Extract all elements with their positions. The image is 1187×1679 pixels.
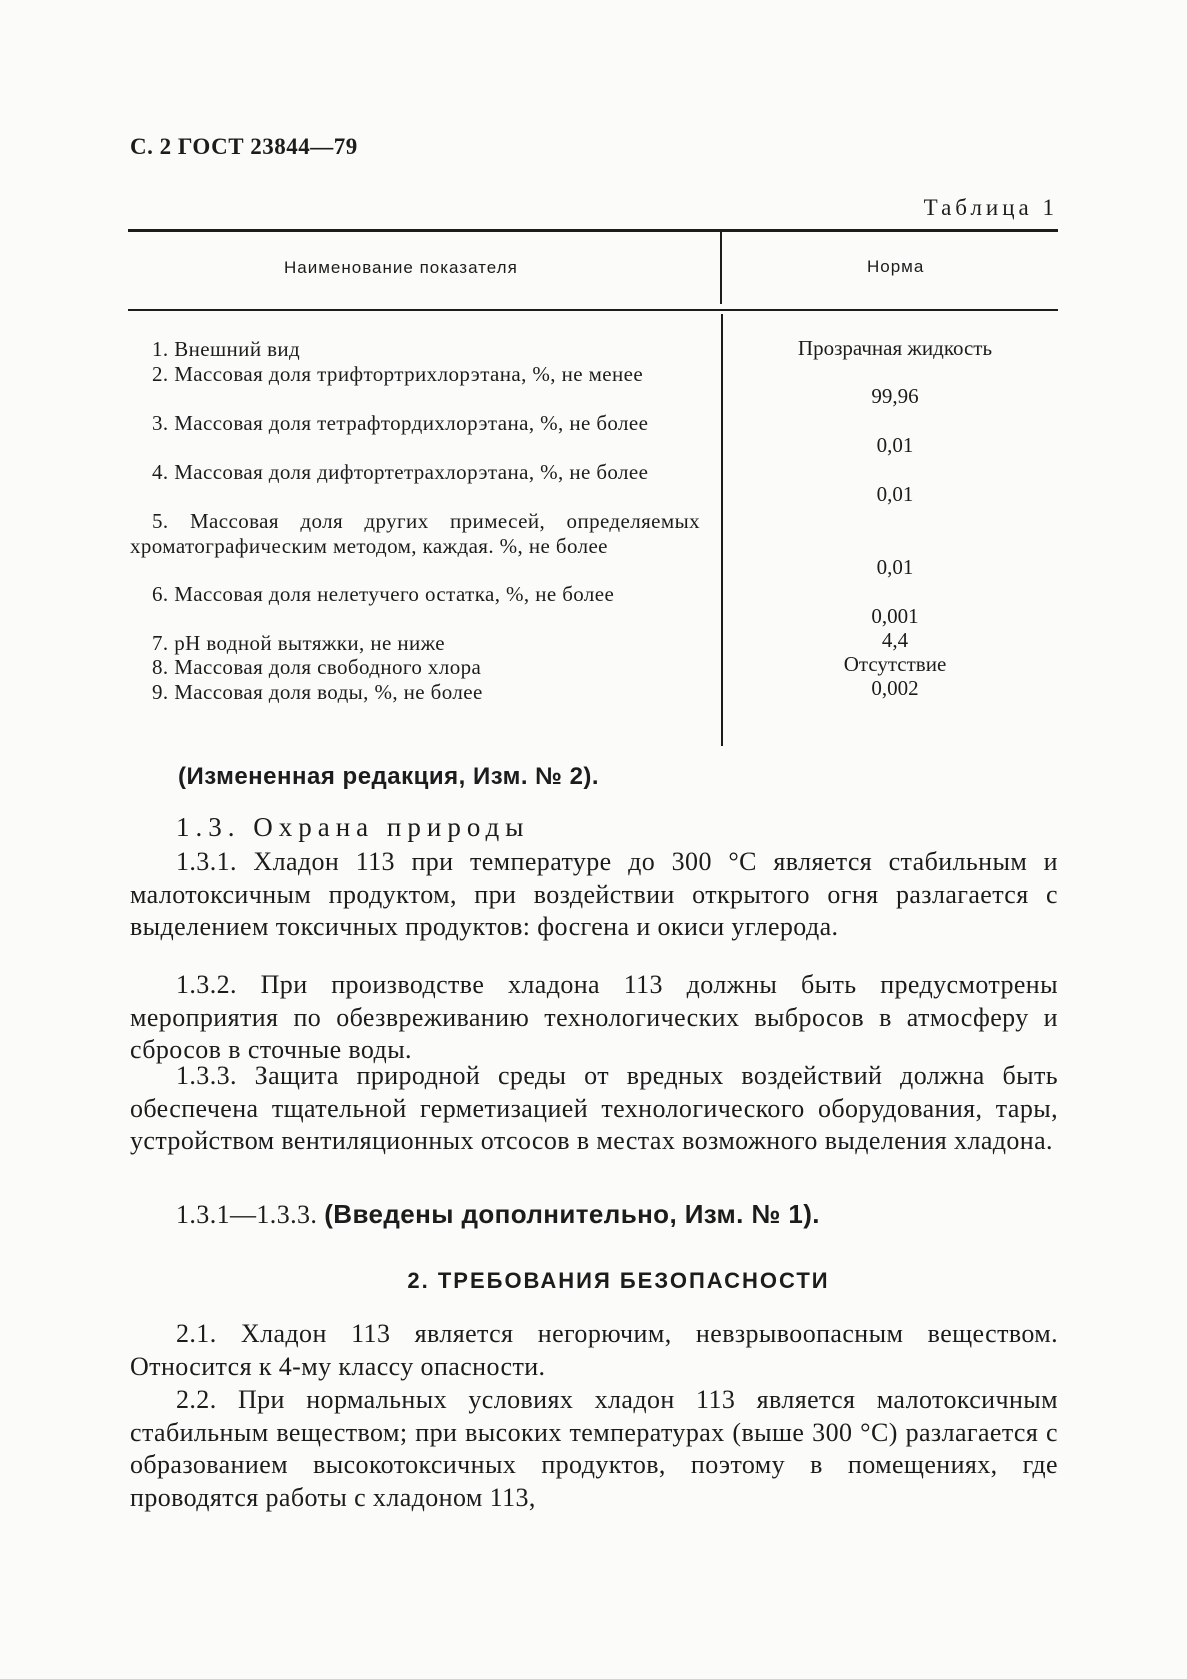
table-top-rule: [128, 229, 1058, 232]
page-header: С. 2 ГОСТ 23844—79: [130, 134, 358, 159]
table-row-value: 0,002: [871, 676, 919, 700]
paragraph-1-3-1: 1.3.1. Хладон 113 при температуре до 300 °С является стабильным и малотоксичным продуктом, при воздействии открытого огня разлагается с выделением токсичных продуктов: фосгена и окиси углерода.: [130, 847, 1058, 941]
paragraph-1-3-2: 1.3.2. При производстве хладона 113 должны быть предусмотрены мероприятия по обезвреживанию технологических выбросов в атмосферу и сбросов в сточные воды.: [130, 970, 1058, 1064]
table-row-name: 8. Массовая доля свободного хлора: [152, 655, 482, 679]
table-row-value: 0,01: [876, 555, 914, 579]
table-row-name: 2. Массовая доля трифтортрихлорэтана, %, не менее: [152, 362, 644, 386]
column-header-norm: Норма: [867, 257, 925, 276]
table-row-name: 1. Внешний вид: [152, 337, 301, 361]
table-row-value: 4,4: [881, 628, 909, 652]
amendment-note-2: 1.3.1—1.3.3. (Введены дополнительно, Изм. № 1).: [176, 1199, 820, 1229]
table-row-name: 7. pH водной вытяжки, не ниже: [152, 631, 445, 655]
table-row-name: 9. Массовая доля воды, %, не более: [152, 680, 483, 704]
amendment-note: (Измененная редакция, Изм. № 2).: [178, 763, 600, 790]
table-row-value: 0,01: [876, 482, 914, 506]
table-row-name: 5. Массовая доля других примесей, определяемых хроматографическим методом, каждая. %, не более: [130, 509, 700, 558]
paragraph-2-1: 2.1. Хладон 113 является негорючим, невзрывоопасным веществом. Относится к 4-му классу опасности.: [130, 1319, 1058, 1381]
table-caption: Таблица 1: [923, 195, 1058, 220]
table-row-name: 6. Массовая доля нелетучего остатка, %, не более: [152, 582, 615, 606]
table-row-value: Прозрачная жидкость: [797, 336, 993, 360]
table-row-value: 0,01: [876, 433, 914, 457]
table-row-value: Отсутствие: [843, 652, 947, 676]
table-row-name: 4. Массовая доля дифтортетрахлорэтана, %, не более: [152, 460, 649, 484]
table-row-value: 0,001: [871, 604, 919, 628]
paragraph-2-2: 2.2. При нормальных условиях хладон 113 является малотоксичным стабильным веществом; при высоких температурах (выше 300 °С) разлагается с образованием высокотоксичных продуктов, поэтому в помещениях, где проводятся работы с хладоном 113,: [130, 1385, 1058, 1512]
table-header-divider: [720, 232, 722, 304]
table-header-bottom-rule: [128, 309, 1058, 311]
section-title-2: 2. ТРЕБОВАНИЯ БЕЗОПАСНОСТИ: [407, 1268, 830, 1293]
paragraph-1-3-3: 1.3.3. Защита природной среды от вредных воздействий должна быть обеспечена тщательной герметизацией технологического оборудования, тары, устройством вентиляционных отсосов в местах возможного выделения хладона.: [130, 1061, 1058, 1155]
column-header-name: Наименование показателя: [284, 258, 518, 277]
section-title-1-3: 1.3. Охрана природы: [176, 812, 530, 842]
table-body-divider: [721, 314, 723, 746]
table-row-value: 99,96: [871, 384, 919, 408]
table-row-name: 3. Массовая доля тетрафтордихлорэтана, %, не более: [152, 411, 649, 435]
